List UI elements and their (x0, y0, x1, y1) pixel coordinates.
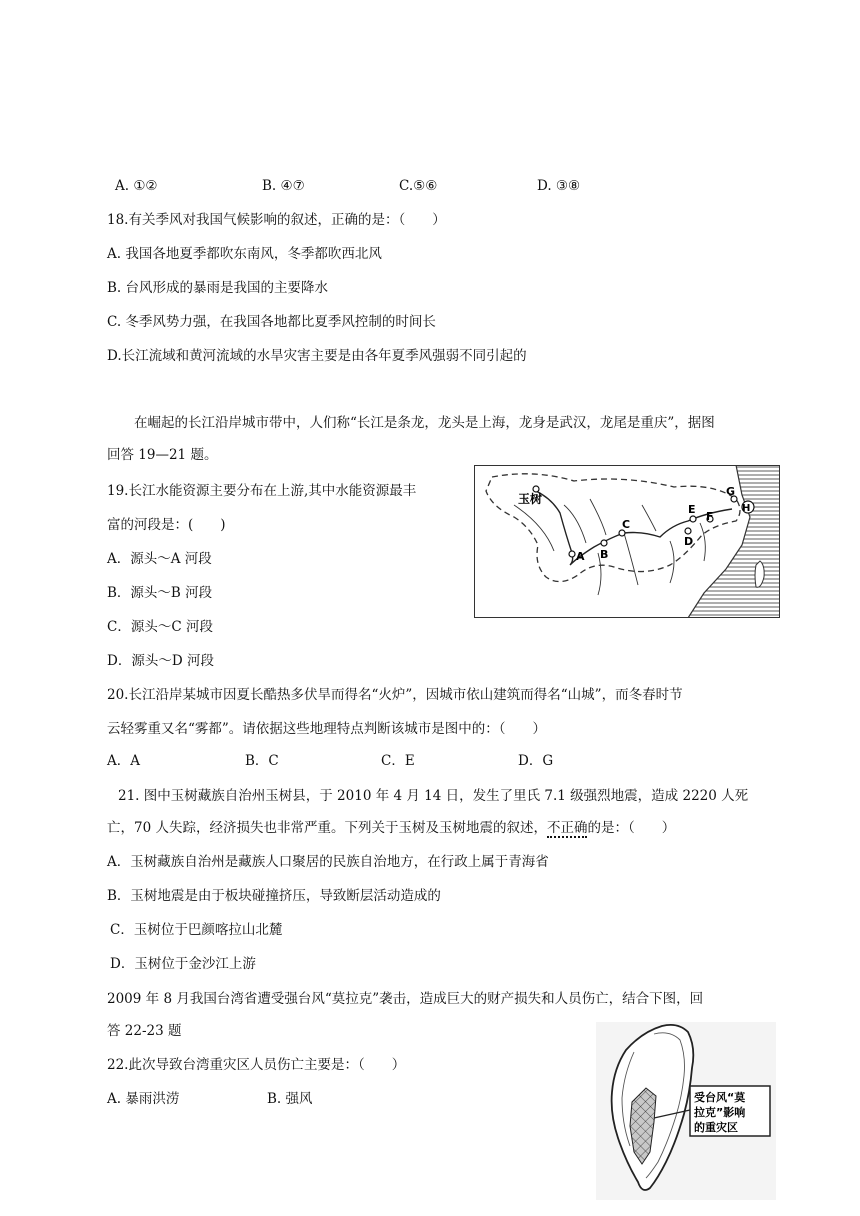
q18-option-a: A. 我国各地夏季都吹东南风，冬季都吹西北风 (107, 246, 382, 262)
q20-stem-line1: 20.长江沿岸某城市因夏长酷热多伏旱而得名“火炉”，因城市依山建筑而得名“山城”，而冬春时节 (107, 687, 683, 703)
q19-option-c: C．源头～C 河段 (107, 619, 213, 635)
q22-option-a: A. 暴雨洪涝 (107, 1091, 180, 1107)
intro-19-21-line1: 在崛起的长江沿岸城市带中，人们称“长江是条龙，龙头是上海，龙身是武汉，龙尾是重庆”，据图 (134, 415, 715, 431)
map-point-d (685, 528, 691, 534)
q22-option-b: B. 强风 (267, 1091, 313, 1107)
q17-option-c: C.⑤⑥ (399, 178, 438, 194)
q19-stem-line2: 富的河段是：( ) (107, 517, 226, 533)
q22-stem: 22.此次导致台湾重灾区人员伤亡主要是：（ ） (107, 1057, 406, 1073)
q20-option-d: D．G (518, 753, 554, 769)
q20-stem-line2: 云轻雾重又名“雾都”。请依据这些地理特点判断该城市是图中的：（ ） (107, 721, 547, 737)
map-point-b (601, 540, 607, 546)
map-label-yushu: 玉树 (518, 492, 543, 506)
q21-stem-tail: 的是：（ ） (587, 820, 676, 836)
intro-22-23-line2: 答 22-23 题 (107, 1023, 182, 1039)
q21-option-d: D．玉树位于金沙江上游 (110, 956, 256, 972)
map-label-g: G (726, 485, 736, 498)
q21-option-a: A．玉树藏族自治州是藏族人口聚居的民族自治地方，在行政上属于青海省 (107, 854, 549, 870)
q20-option-a: A．A (107, 753, 140, 769)
disaster-label-line3: 的重灾区 (694, 1121, 738, 1134)
q17-option-b: B. ④⑦ (262, 178, 305, 194)
q18-option-b: B. 台风形成的暴雨是我国的主要降水 (107, 280, 329, 296)
q21-option-b: B．玉树地震是由于板块碰撞挤压，导致断层活动造成的 (107, 888, 441, 904)
map-label-e: E (688, 503, 696, 516)
intro-22-23-line1: 2009 年 8 月我国台湾省遭受强台风“莫拉克”袭击，造成巨大的财产损失和人员伤亡，结合下图，回 (107, 991, 704, 1007)
q20-option-b: B．C (245, 753, 279, 769)
q21-emphasis: 不正确 (546, 820, 588, 836)
q19-option-b: B．源头～B 河段 (107, 585, 213, 601)
disaster-label-line1: 受台风“莫 (694, 1091, 746, 1104)
map-label-d: D (684, 535, 694, 548)
map-point-a (569, 551, 575, 557)
q21-stem-line1: 21. 图中玉树藏族自治州玉树县，于 2010 年 4 月 14 日，发生了里氏 7.1 级强烈地震，造成 2220 人死 (118, 788, 749, 804)
q19-stem-line1: 19.长江水能资源主要分布在上游,其中水能资源最丰 (107, 483, 417, 499)
q18-stem: 18.有关季风对我国气候影响的叙述，正确的是：（ ） (107, 212, 446, 228)
map-label-h: H (742, 503, 751, 514)
q18-option-c: C. 冬季风势力强，在我国各地都比夏季风控制的时间长 (107, 314, 436, 330)
map-label-f: F (706, 510, 714, 523)
intro-19-21-line2: 回答 19—21 题。 (107, 447, 218, 463)
q18-option-d: D.长江流域和黄河流域的水旱灾害主要是由各年夏季风强弱不同引起的 (107, 348, 527, 364)
q19-option-d: D．源头～D 河段 (107, 653, 214, 669)
map-label-a: A (576, 550, 585, 563)
map-label-b: B (600, 548, 609, 561)
taiwan-map (596, 1022, 776, 1200)
q20-option-c: C．E (381, 753, 415, 769)
q21-stem-line2 (107, 818, 675, 838)
map-label-c: C (622, 518, 631, 531)
q17-option-d: D. ③⑧ (537, 178, 581, 194)
map-point-e (690, 516, 696, 522)
q21-option-c: C．玉树位于巴颜喀拉山北麓 (110, 922, 283, 938)
q21-stem-text: 亡，70 人失踪，经济损失也非常严重。下列关于玉树及玉树地震的叙述， (107, 820, 547, 836)
q17-option-a: A. ①② (115, 178, 158, 194)
q19-option-a: A．源头～A 河段 (107, 551, 212, 567)
disaster-label-line2: 拉克”影响 (694, 1106, 746, 1119)
yangtze-river-map (474, 465, 780, 618)
